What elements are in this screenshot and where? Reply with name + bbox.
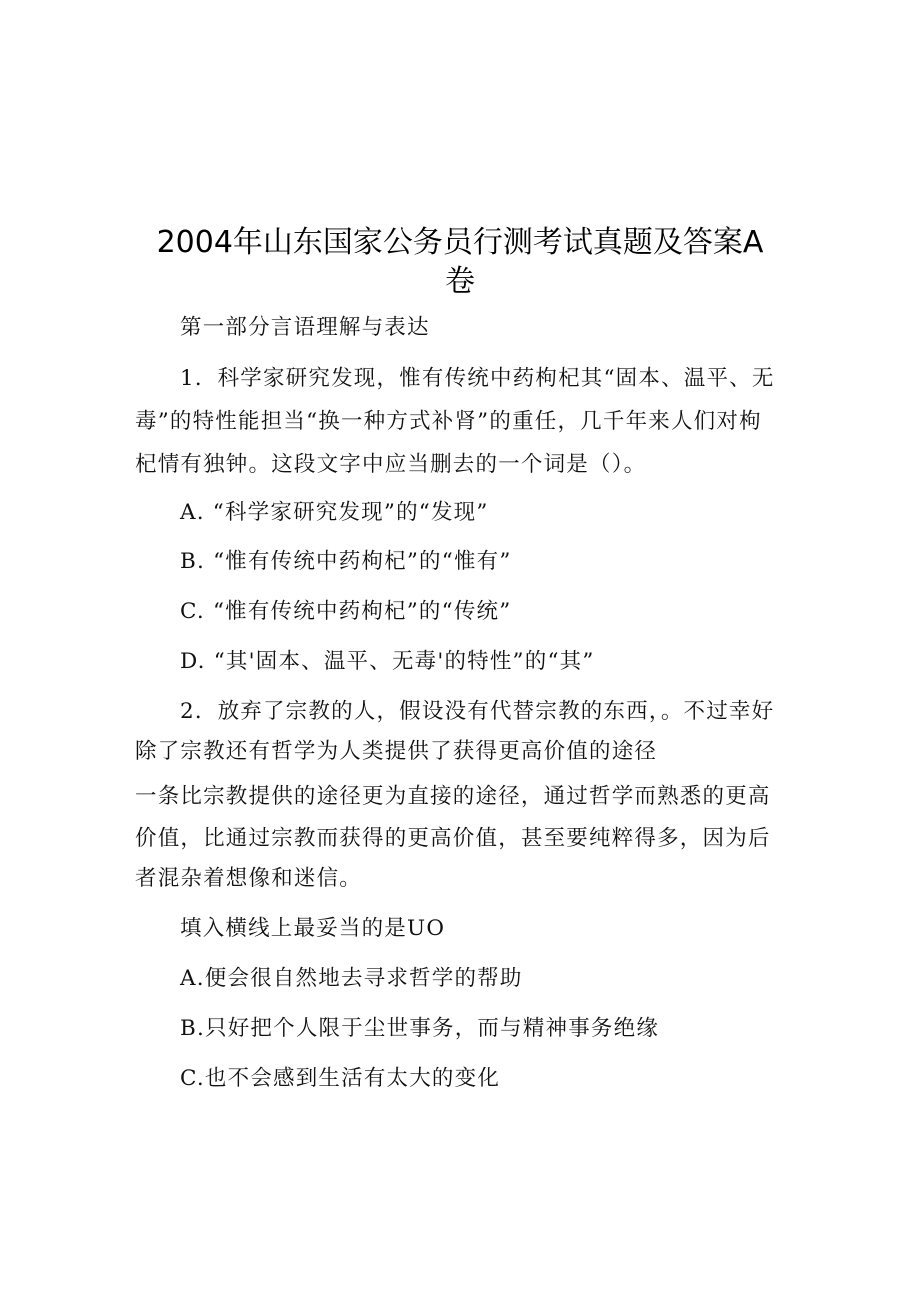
- question-1-option-b: B. “惟有传统中药枸杞”的“惟有”: [180, 549, 512, 574]
- document-title-line-2: 卷: [445, 264, 475, 299]
- question-2-line-4: 价值，比通过宗教而获得的更高价值，甚至要纯粹得多，因为后: [135, 826, 771, 851]
- question-1-option-a: A. “科学家研究发现”的“发现”: [180, 500, 489, 525]
- question-1-line-3: 杞情有独钟。这段文字中应当删去的一个词是（）。: [135, 452, 647, 477]
- question-2-option-c: C.也不会感到生活有太大的变化: [180, 1066, 501, 1091]
- question-2-line-2: 除了宗教还有哲学为人类提供了获得更高价值的途径: [135, 739, 658, 764]
- section-heading: 第一部分言语理解与表达: [180, 315, 430, 340]
- question-1-option-d: D. “其'固本、温平、无毒'的特性”的“其”: [180, 649, 595, 674]
- question-2-option-a: A.便会很自然地去寻求哲学的帮助: [180, 966, 523, 991]
- question-2-line-1: 2．放弃了宗教的人，假设没有代替宗教的东西，。不过幸好: [180, 699, 775, 724]
- question-1-line-2: 毒”的特性能担当“换一种方式补肾”的重任，几千年来人们对枸: [135, 409, 762, 434]
- document-title-line-1: 2004年山东国家公务员行测考试真题及答案A: [156, 225, 764, 260]
- question-2-line-5: 者混杂着想像和迷信。: [135, 866, 363, 891]
- question-1-line-1: 1．科学家研究发现，惟有传统中药枸杞其“固本、温平、无: [180, 366, 775, 391]
- question-1-option-c: C. “惟有传统中药枸杞”的“传统”: [180, 599, 512, 624]
- question-2-prompt: 填入横线上最妥当的是UO: [180, 916, 446, 941]
- question-2-option-b: B.只好把个人限于尘世事务，而与精神事务绝缘: [180, 1016, 660, 1041]
- question-2-line-3: 一条比宗教提供的途径更为直接的途径，通过哲学而熟悉的更高: [135, 784, 771, 809]
